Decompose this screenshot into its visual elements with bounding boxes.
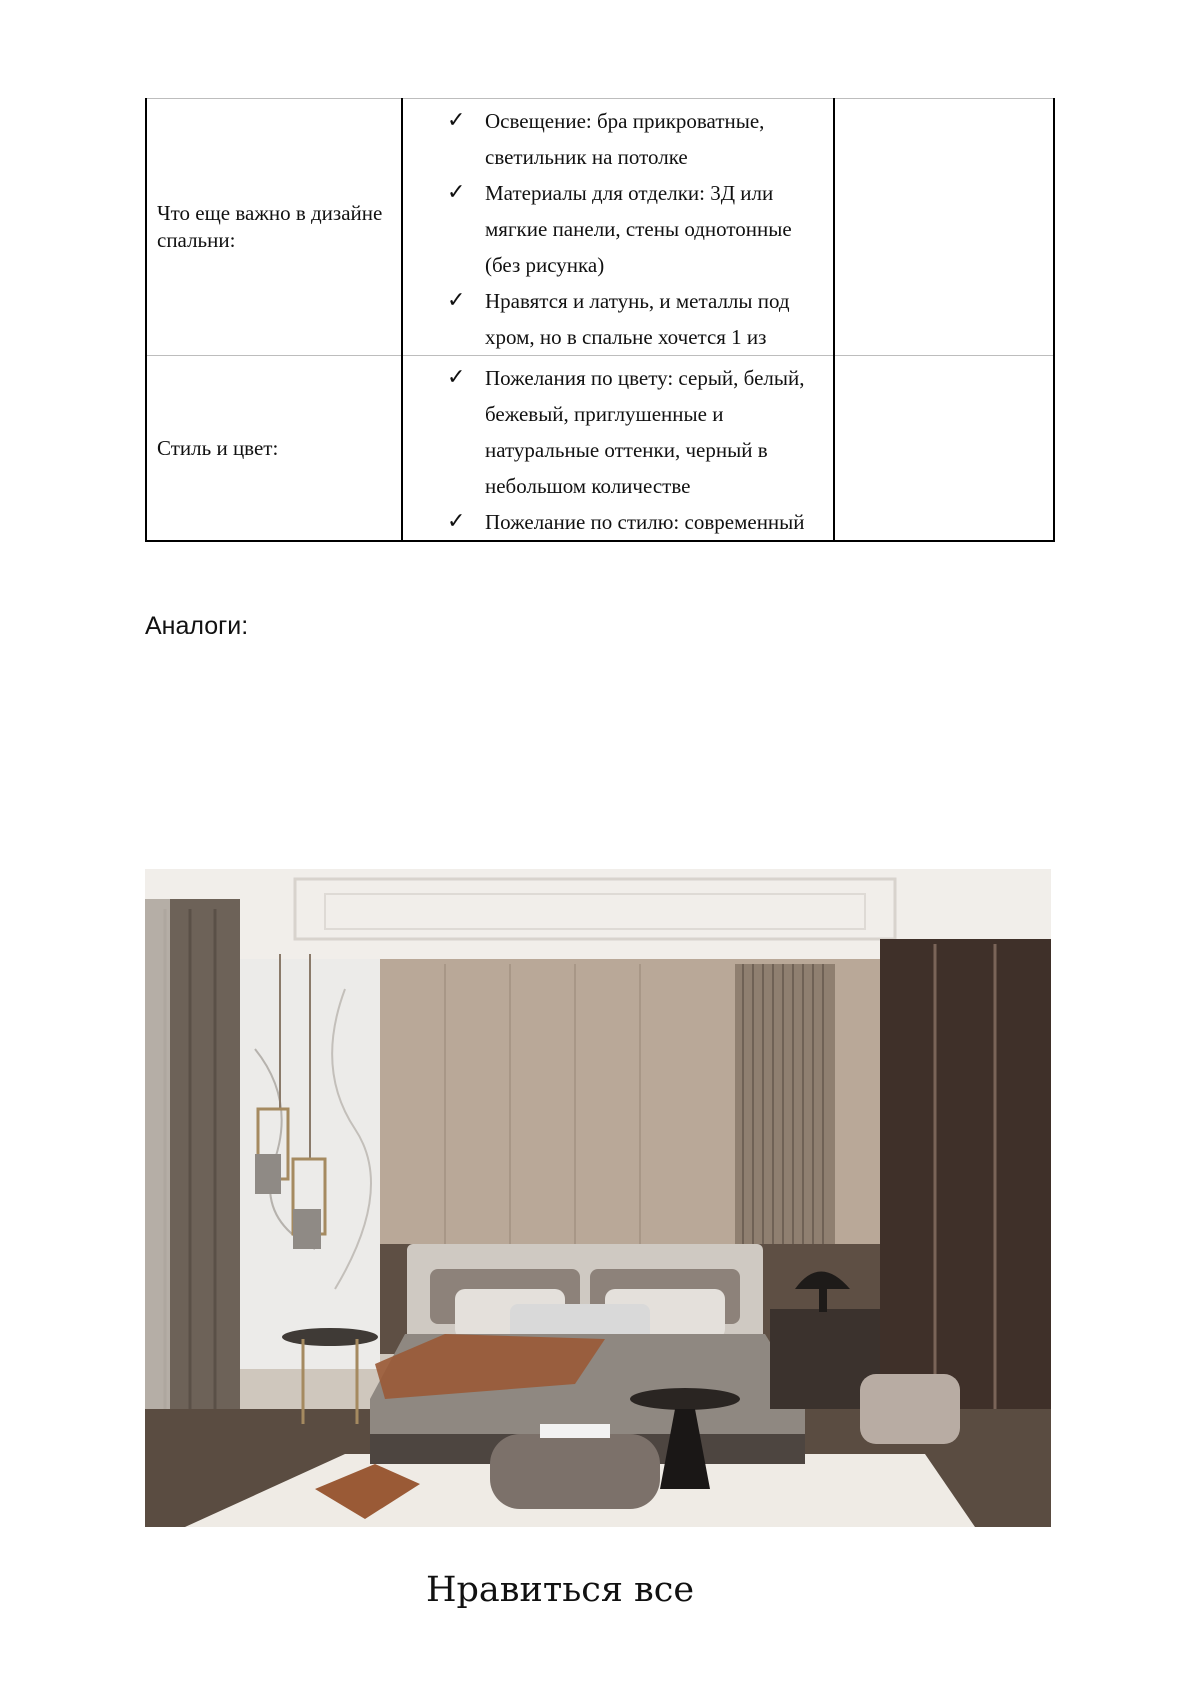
requirements-list [403,356,833,540]
check-icon: ✓ [447,509,466,534]
brief-table [145,98,1055,542]
row-label-cell [146,99,402,356]
check-icon: ✓ [447,108,466,133]
table-row [146,356,1054,542]
list-item: ✓ Освещение: бра прикроватные, светильник на потолке [403,103,833,175]
list-item: ✓ Нравятся и латунь, и металлы под хром, но в спальне хочется 1 из [403,283,833,355]
list-item: ✓ Материалы для отделки: 3Д или мягкие панели, стены однотонные (без рисунка) [403,175,833,283]
requirements-cell [402,356,834,542]
row-label: Стиль и цвет: [157,435,279,460]
check-icon: ✓ [447,365,466,390]
notes-cell [834,356,1054,542]
wardrobe [880,939,1051,1439]
table-row [146,99,1054,356]
notes-cell [834,99,1054,356]
caption: Нравиться все [426,1570,695,1610]
requirements-cell [402,99,834,356]
pouf [860,1374,960,1444]
pendant-lamp [293,1209,321,1249]
list-item: ✓ Пожелания по цвету: серый, белый, бежевый, приглушенные и натуральные оттенки, черный в небольшом количестве [403,360,833,504]
ottoman [490,1434,660,1509]
row-label-cell [146,356,402,542]
row-label: Что еще важно в дизайне спальни: [157,201,383,252]
pendant-lamp [255,1154,281,1194]
analogs-heading: Аналоги: [145,612,249,640]
check-icon: ✓ [447,180,466,205]
bedroom-interior-photo [145,869,1051,1527]
requirements-list [403,99,833,355]
list-item: ✓ Пожелание по стилю: современный [403,504,833,540]
check-icon: ✓ [447,288,466,313]
bedroom-illustration [145,869,1051,1527]
side-table [630,1388,740,1410]
nightstand [282,1328,378,1346]
